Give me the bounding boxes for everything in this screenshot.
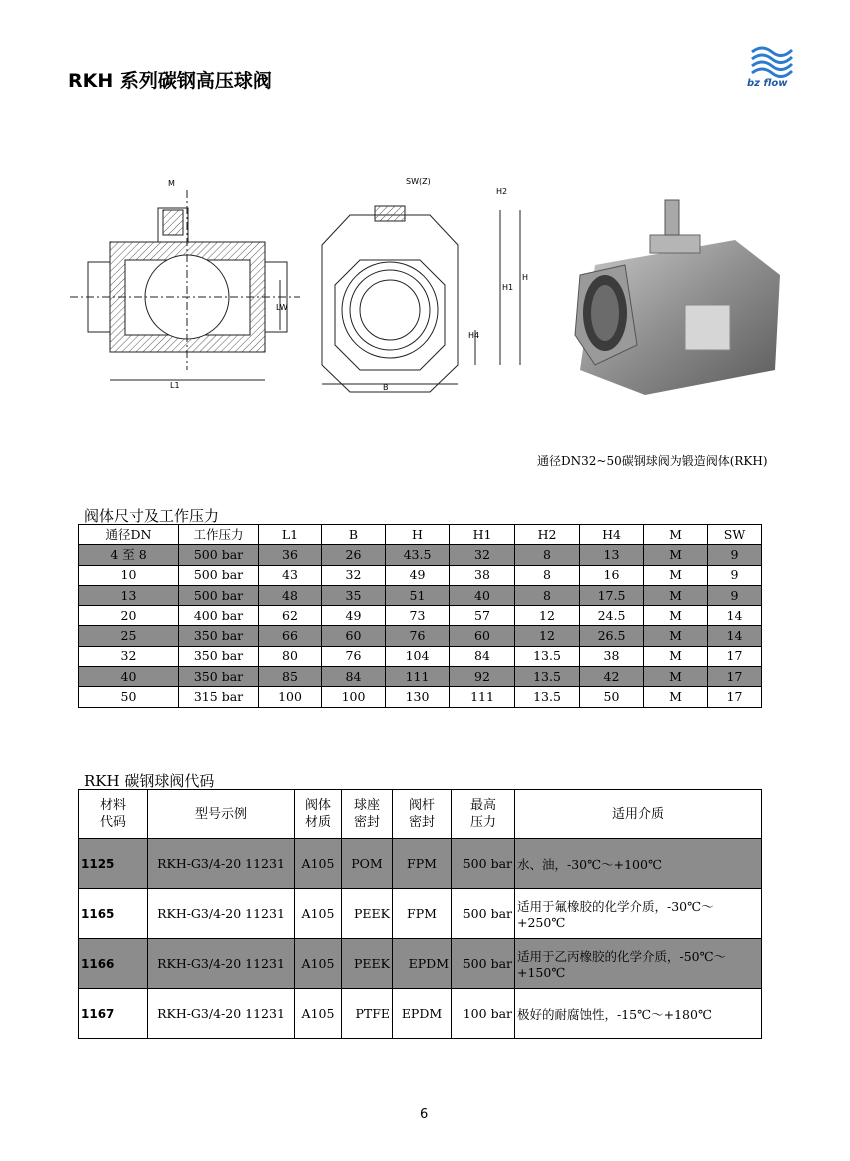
table-cell: M <box>644 646 708 666</box>
label-h: H <box>522 273 529 282</box>
table-cell: M <box>644 626 708 646</box>
table-cell: 62 <box>259 606 322 626</box>
table-cell: M <box>644 545 708 565</box>
table-cell: 60 <box>322 626 386 646</box>
table-cell: 50 <box>79 687 179 707</box>
table-cell: 14 <box>708 606 762 626</box>
table-cell: POM <box>342 839 393 889</box>
table-cell: 32 <box>450 545 515 565</box>
table-cell: M <box>644 606 708 626</box>
table-cell: 84 <box>450 646 515 666</box>
label-h2: H2 <box>496 187 508 196</box>
header-cell: SW <box>708 525 762 545</box>
table-cell: 17.5 <box>580 585 644 605</box>
code-table <box>78 789 762 1039</box>
table-cell: 32 <box>322 565 386 585</box>
header-cell: H2 <box>515 525 580 545</box>
table-cell: 500 bar <box>179 545 259 565</box>
table-cell: 8 <box>515 545 580 565</box>
photo-caption: 通径DN32~50碳钢球阀为锻造阀体(RKH) <box>537 454 768 468</box>
section-view <box>70 190 300 380</box>
table-cell: 500 bar <box>452 939 515 989</box>
table-cell: 17 <box>708 667 762 687</box>
header-cell: 阀体 材质 <box>295 790 342 839</box>
table-cell: FPM <box>393 839 452 889</box>
table-cell: 9 <box>708 565 762 585</box>
header-cell: 球座 密封 <box>342 790 393 839</box>
table-cell: 4 至 8 <box>79 545 179 565</box>
header-cell: 材料 代码 <box>79 790 148 839</box>
table-cell: 42 <box>580 667 644 687</box>
table-cell: 38 <box>450 565 515 585</box>
table-cell: 49 <box>386 565 450 585</box>
table-cell: 76 <box>386 626 450 646</box>
table-cell: 13 <box>79 585 179 605</box>
table-row <box>79 667 762 687</box>
table-cell: A105 <box>295 939 342 989</box>
header-cell: 阀杆 密封 <box>393 790 452 839</box>
table-cell: 13.5 <box>515 646 580 666</box>
table-cell: 60 <box>450 626 515 646</box>
table-cell: 111 <box>450 687 515 707</box>
label-lw: LW <box>276 303 288 312</box>
table-cell: 100 <box>322 687 386 707</box>
table-row <box>79 626 762 646</box>
table-cell: 1166 <box>79 939 148 989</box>
table-cell: 13.5 <box>515 667 580 687</box>
table-cell: 9 <box>708 585 762 605</box>
table-cell: 26 <box>322 545 386 565</box>
table-cell: 130 <box>386 687 450 707</box>
table-cell: 500 bar <box>179 585 259 605</box>
table-cell: 43.5 <box>386 545 450 565</box>
table-cell: M <box>644 565 708 585</box>
table-cell: 1165 <box>79 889 148 939</box>
table-cell: 48 <box>259 585 322 605</box>
table-cell: 13 <box>580 545 644 565</box>
table-row <box>79 606 762 626</box>
table-cell: RKH-G3/4-20 11231 <box>148 839 295 889</box>
table-cell: RKH-G3/4-20 11231 <box>148 989 295 1039</box>
table-row <box>79 939 762 989</box>
table2-title: RKH 碳钢球阀代码 <box>84 772 215 790</box>
table-header-row <box>79 525 762 545</box>
header-cell: H1 <box>450 525 515 545</box>
table-cell: 8 <box>515 565 580 585</box>
label-b: B <box>383 383 389 392</box>
table-cell: 85 <box>259 667 322 687</box>
table-cell: 40 <box>450 585 515 605</box>
table-cell: 350 bar <box>179 626 259 646</box>
table-cell: 43 <box>259 565 322 585</box>
table-cell: 350 bar <box>179 646 259 666</box>
table-cell: 84 <box>322 667 386 687</box>
header-cell: 通径DN <box>79 525 179 545</box>
table-cell: RKH-G3/4-20 11231 <box>148 939 295 989</box>
table-cell: RKH-G3/4-20 11231 <box>148 889 295 939</box>
table-cell: 17 <box>708 646 762 666</box>
table-row <box>79 585 762 605</box>
table-cell: 10 <box>79 565 179 585</box>
header-cell: 型号示例 <box>148 790 295 839</box>
table-cell: 111 <box>386 667 450 687</box>
table-cell: 1125 <box>79 839 148 889</box>
table-cell: 80 <box>259 646 322 666</box>
logo-text: bz flow <box>747 78 788 89</box>
table-cell: 32 <box>79 646 179 666</box>
table-row <box>79 989 762 1039</box>
table-cell: M <box>644 667 708 687</box>
table-cell: 100 bar <box>452 989 515 1039</box>
table-cell: 35 <box>322 585 386 605</box>
table-cell: 24.5 <box>580 606 644 626</box>
table-cell: 12 <box>515 606 580 626</box>
table-cell: 73 <box>386 606 450 626</box>
header-cell: 适用介质 <box>515 790 762 839</box>
table-cell: 12 <box>515 626 580 646</box>
table-cell: 51 <box>386 585 450 605</box>
table-cell: A105 <box>295 839 342 889</box>
table1-title: 阀体尺寸及工作压力 <box>84 507 220 525</box>
page-number: 6 <box>420 1107 429 1122</box>
table-cell: 36 <box>259 545 322 565</box>
table-row <box>79 687 762 707</box>
label-l1: L1 <box>170 381 180 390</box>
table-cell: 40 <box>79 667 179 687</box>
front-view <box>322 206 520 392</box>
table-row <box>79 889 762 939</box>
table-cell: 水、油，-30℃～+100℃ <box>515 839 762 889</box>
table-cell: 57 <box>450 606 515 626</box>
table-cell: 17 <box>708 687 762 707</box>
table-cell: 14 <box>708 626 762 646</box>
label-h1: H1 <box>502 283 514 292</box>
valve-technical-drawing <box>70 170 540 400</box>
table-cell: 25 <box>79 626 179 646</box>
valve-product-photo <box>565 195 785 405</box>
table-row <box>79 839 762 889</box>
table-cell: 500 bar <box>179 565 259 585</box>
header-cell: H <box>386 525 450 545</box>
table-cell: 20 <box>79 606 179 626</box>
label-sw: SW(Z) <box>406 177 431 186</box>
header-cell: B <box>322 525 386 545</box>
header-cell: 最高 压力 <box>452 790 515 839</box>
table-cell: M <box>644 585 708 605</box>
table-cell: PEEK <box>342 889 393 939</box>
table-cell: 92 <box>450 667 515 687</box>
table-cell: 9 <box>708 545 762 565</box>
table-cell: 66 <box>259 626 322 646</box>
table-row <box>79 646 762 666</box>
table-cell: PTFE <box>342 989 393 1039</box>
table-cell: EPDM <box>393 989 452 1039</box>
page-title: RKH 系列碳钢高压球阀 <box>68 70 272 92</box>
table-cell: 76 <box>322 646 386 666</box>
table-cell: 104 <box>386 646 450 666</box>
table-cell: A105 <box>295 989 342 1039</box>
table-cell: PEEK <box>342 939 393 989</box>
table-cell: 16 <box>580 565 644 585</box>
table-header-row <box>79 790 762 839</box>
table-cell: 8 <box>515 585 580 605</box>
label-m: M <box>168 179 175 188</box>
table-cell: A105 <box>295 889 342 939</box>
dimensions-table <box>78 524 762 708</box>
table-cell: 26.5 <box>580 626 644 646</box>
table-cell: 适用于乙丙橡胶的化学介质，-50℃～+150℃ <box>515 939 762 989</box>
table-cell: 38 <box>580 646 644 666</box>
table-cell: 500 bar <box>452 839 515 889</box>
table-cell: EPDM <box>393 939 452 989</box>
table-cell: 350 bar <box>179 667 259 687</box>
table-cell: 适用于氟橡胶的化学介质，-30℃～+250℃ <box>515 889 762 939</box>
header-cell: M <box>644 525 708 545</box>
table-cell: 100 <box>259 687 322 707</box>
table-row <box>79 545 762 565</box>
table-cell: 13.5 <box>515 687 580 707</box>
table-cell: FPM <box>393 889 452 939</box>
table-cell: 50 <box>580 687 644 707</box>
label-h4: H4 <box>468 331 480 340</box>
header-cell: H4 <box>580 525 644 545</box>
table-cell: 极好的耐腐蚀性，-15℃～+180℃ <box>515 989 762 1039</box>
table-cell: 315 bar <box>179 687 259 707</box>
table-cell: M <box>644 687 708 707</box>
table-cell: 1167 <box>79 989 148 1039</box>
header-cell: 工作压力 <box>179 525 259 545</box>
table-cell: 49 <box>322 606 386 626</box>
table-row <box>79 565 762 585</box>
header-cell: L1 <box>259 525 322 545</box>
table-cell: 500 bar <box>452 889 515 939</box>
table-cell: 400 bar <box>179 606 259 626</box>
